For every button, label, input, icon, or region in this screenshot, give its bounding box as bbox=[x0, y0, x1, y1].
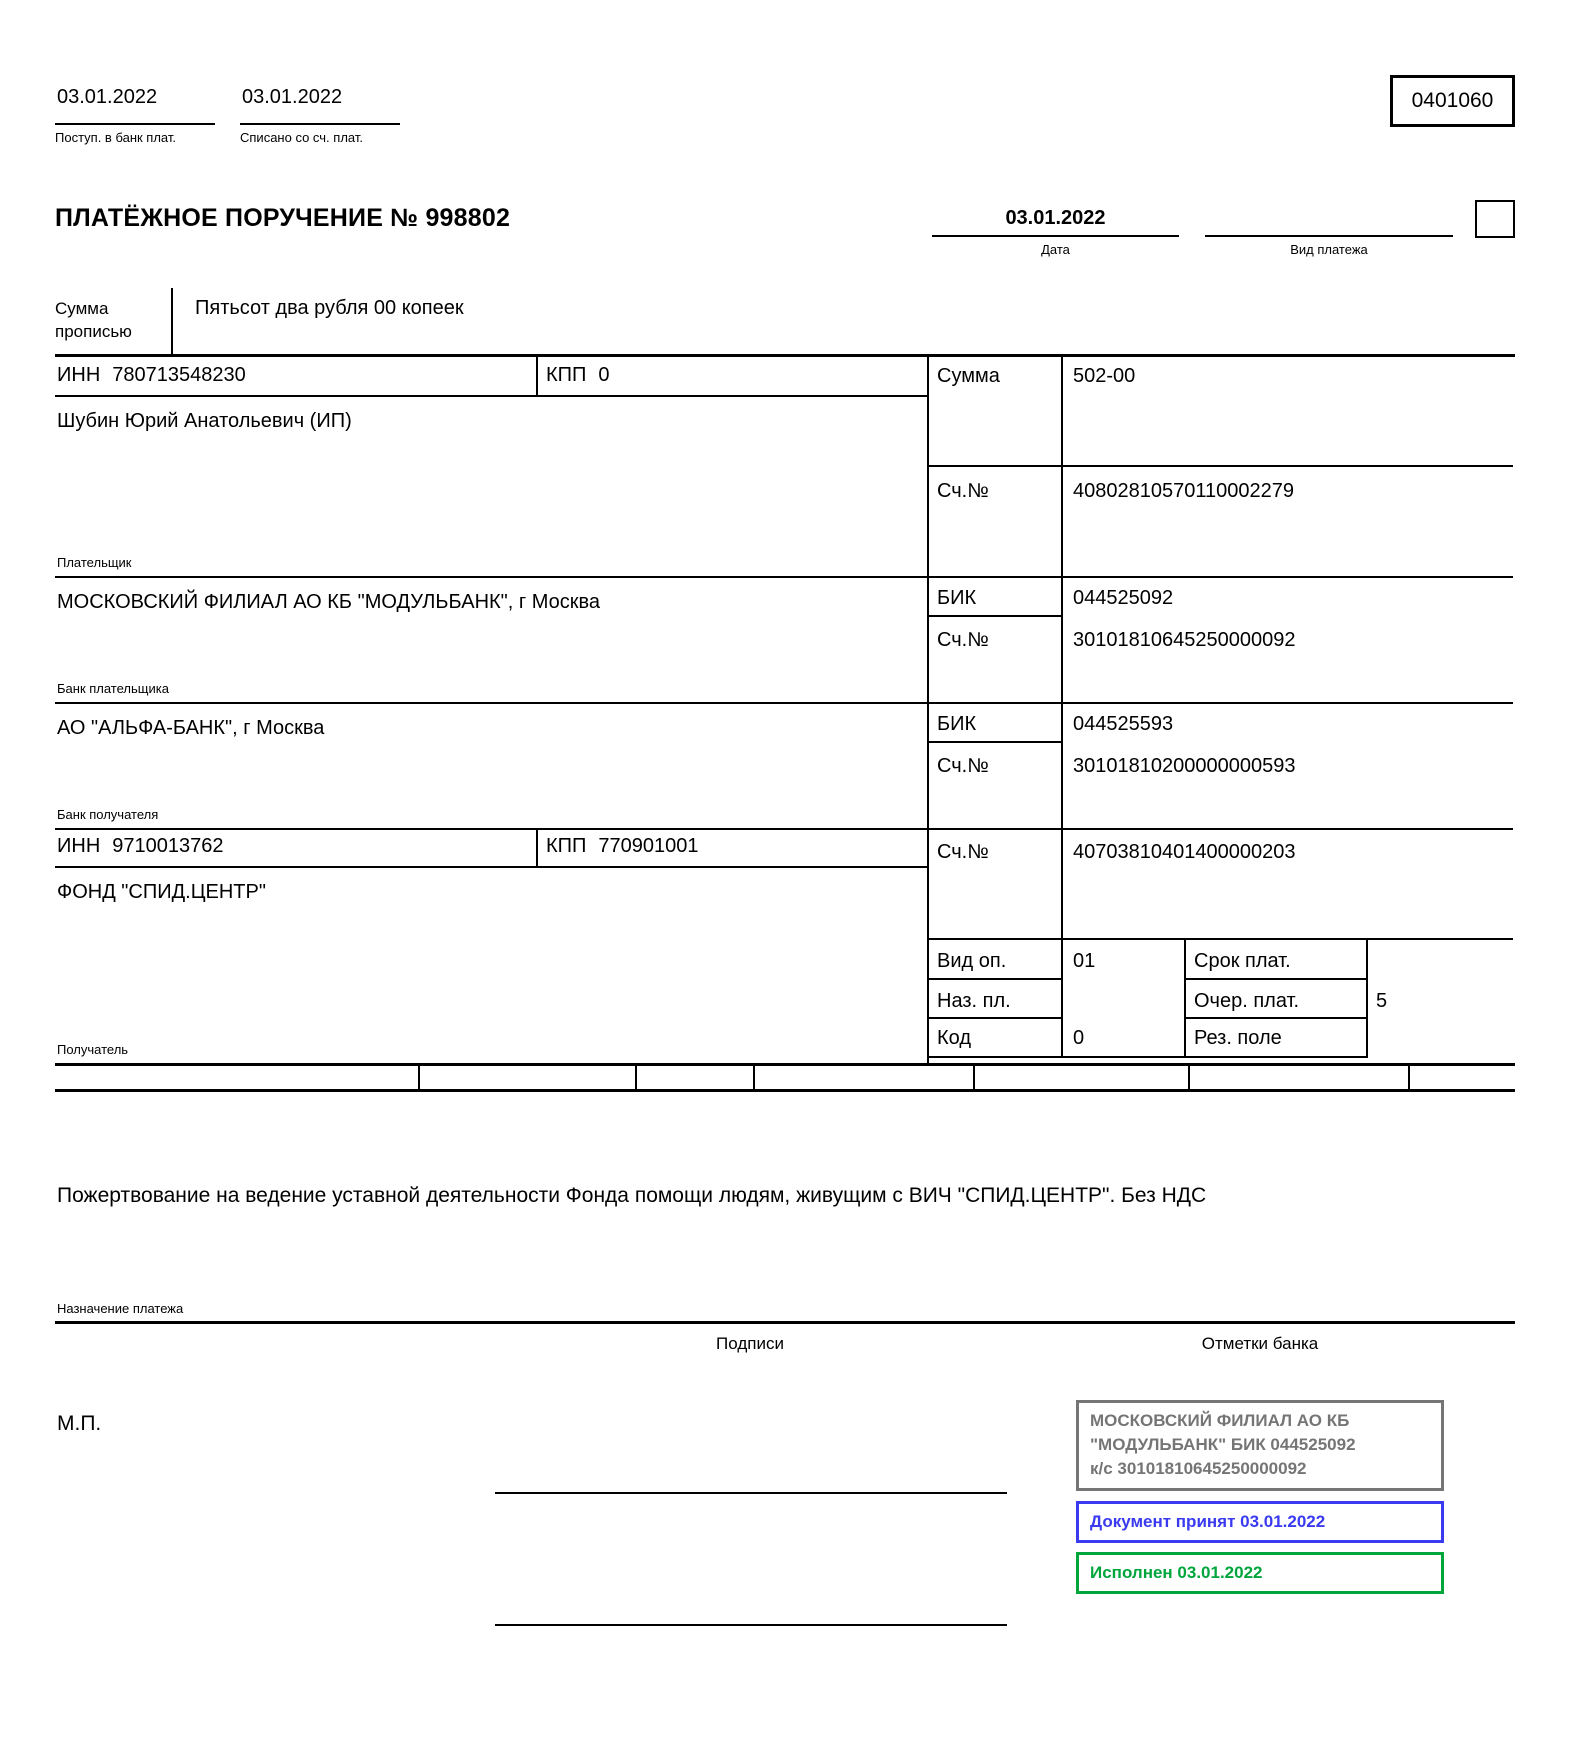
op-type-label: Вид оп. bbox=[929, 940, 1063, 980]
field-cell bbox=[55, 1066, 420, 1089]
table-body bbox=[55, 357, 1515, 1063]
payer-bank-account-label: Сч.№ bbox=[937, 629, 989, 651]
payment-type-value bbox=[1205, 205, 1453, 237]
page-title: ПЛАТЁЖНОЕ ПОРУЧЕНИЕ № 998802 bbox=[55, 204, 511, 232]
footer-section bbox=[55, 1324, 1515, 1740]
bank-stamp-line: "МОДУЛЬБАНК" БИК 044525092 bbox=[1090, 1435, 1356, 1454]
payer-bank-bik-label: БИК bbox=[929, 578, 1061, 617]
field-cell bbox=[1410, 1066, 1515, 1089]
amount-words: Пятьсот два рубля 00 копеек bbox=[195, 297, 464, 319]
op-term-value bbox=[1368, 940, 1513, 980]
accepted-stamp: Документ принят 03.01.2022 bbox=[1076, 1501, 1444, 1543]
debited-date-label: Списано со сч. плат. bbox=[240, 130, 363, 145]
payment-type-checkbox bbox=[1475, 200, 1515, 238]
debited-date-block bbox=[240, 86, 400, 146]
payer-bank-labels bbox=[929, 578, 1063, 702]
received-date-block bbox=[55, 86, 215, 146]
field-cell bbox=[637, 1066, 755, 1089]
op-reserve-label: Рез. поле bbox=[1186, 1019, 1368, 1058]
op-term-label: Срок плат. bbox=[1186, 940, 1368, 980]
payee-block bbox=[55, 868, 927, 1063]
payer-bank-account: 30101810645250000092 bbox=[1073, 629, 1296, 651]
payee-kpp: 770901001 bbox=[598, 835, 699, 857]
received-date-label: Поступ. в банк плат. bbox=[55, 130, 177, 145]
title-row bbox=[55, 203, 1515, 288]
payer-bank-values bbox=[1063, 578, 1513, 702]
operation-row-1 bbox=[929, 940, 1513, 980]
payee-account: 40703810401400000203 bbox=[1073, 841, 1296, 863]
payee-bank-requisites bbox=[929, 704, 1513, 830]
payer-account-row bbox=[929, 467, 1513, 578]
form-code: 0401060 bbox=[1411, 89, 1494, 112]
payment-type-block bbox=[1205, 205, 1453, 258]
debited-date: 03.01.2022 bbox=[242, 86, 343, 108]
payer-kpp-cell bbox=[538, 357, 927, 395]
bank-marks-header: Отметки банка bbox=[1201, 1334, 1319, 1353]
table-left-column bbox=[55, 357, 929, 1063]
payee-account-row bbox=[929, 830, 1513, 940]
payee-bank-labels bbox=[929, 704, 1063, 828]
payee-kpp-label: КПП bbox=[546, 835, 587, 857]
payee-inn: 9710013762 bbox=[112, 835, 224, 857]
op-code-label: Код bbox=[929, 1019, 1063, 1058]
payer-inn-label: ИНН bbox=[57, 364, 101, 386]
op-order-value: 5 bbox=[1376, 990, 1388, 1012]
payment-type-label: Вид платежа bbox=[1290, 242, 1368, 257]
doc-date-block bbox=[932, 205, 1179, 258]
payer-inn-row bbox=[55, 357, 927, 397]
payee-inn-label: ИНН bbox=[57, 835, 101, 857]
payer-bank-name: МОСКОВСКИЙ ФИЛИАЛ АО КБ "МОДУЛЬБАНК", г Москва bbox=[57, 591, 601, 613]
payee-bank-block bbox=[55, 704, 927, 830]
doc-date: 03.01.2022 bbox=[932, 205, 1179, 237]
extra-fields-row bbox=[55, 1063, 1515, 1092]
op-code-value: 0 bbox=[1063, 1019, 1186, 1058]
amount-value: 502-00 bbox=[1073, 365, 1136, 387]
operation-row-3 bbox=[929, 1019, 1513, 1058]
payer-bank-bik: 044525092 bbox=[1073, 587, 1174, 609]
payee-inn-row bbox=[55, 830, 927, 868]
payee-bank-section-label: Банк получателя bbox=[57, 807, 159, 822]
received-date: 03.01.2022 bbox=[57, 86, 158, 108]
signatures-header: Подписи bbox=[716, 1334, 784, 1353]
payee-bank-account-label: Сч.№ bbox=[937, 755, 989, 777]
field-cell bbox=[420, 1066, 637, 1089]
payee-bank-account: 30101810200000000593 bbox=[1073, 755, 1296, 777]
payee-bank-bik-label: БИК bbox=[929, 704, 1061, 743]
op-purpose-code-label: Наз. пл. bbox=[929, 980, 1063, 1019]
payee-account-label: Сч.№ bbox=[929, 830, 1063, 938]
form-code-box bbox=[1390, 75, 1515, 127]
payee-bank-name: АО "АЛЬФА-БАНК", г Москва bbox=[57, 717, 325, 739]
doc-date-label: Дата bbox=[1041, 242, 1070, 257]
payee-inn-cell bbox=[55, 830, 538, 866]
amount-label: Сумма bbox=[929, 357, 1063, 465]
payee-name: ФОНД "СПИД.ЦЕНТР" bbox=[57, 881, 266, 903]
field-cell bbox=[1190, 1066, 1410, 1089]
op-order-label: Очер. плат. bbox=[1186, 980, 1368, 1019]
bank-stamp-line: к/с 30101810645250000092 bbox=[1090, 1459, 1307, 1478]
op-type-value: 01 bbox=[1063, 940, 1186, 980]
bank-dates bbox=[55, 86, 1515, 146]
purpose-text: Пожертвование на ведение уставной деятельности Фонда помощи людям, живущим с ВИЧ "СПИД.ЦЕНТР". Без НДС bbox=[57, 1184, 1207, 1207]
payer-section-label: Плательщик bbox=[57, 555, 132, 570]
payer-inn: 780713548230 bbox=[112, 364, 246, 386]
payer-block bbox=[55, 397, 927, 578]
amount-words-row bbox=[55, 288, 1515, 357]
field-cell bbox=[755, 1066, 975, 1089]
payer-account: 40802810570110002279 bbox=[1073, 480, 1294, 502]
amount-words-label: Сумма прописью bbox=[55, 288, 173, 354]
executed-stamp: Исполнен 03.01.2022 bbox=[1076, 1552, 1444, 1594]
signature-line bbox=[495, 1492, 1007, 1494]
payee-bank-values bbox=[1063, 704, 1513, 828]
payer-account-label: Сч.№ bbox=[929, 467, 1063, 576]
payer-inn-cell bbox=[55, 357, 538, 395]
payee-kpp-cell bbox=[538, 830, 927, 866]
signature-line bbox=[495, 1624, 1007, 1626]
bank-stamp-line: МОСКОВСКИЙ ФИЛИАЛ АО КБ bbox=[1090, 1411, 1350, 1430]
operation-grid bbox=[929, 940, 1513, 1058]
payer-name: Шубин Юрий Анатольевич (ИП) bbox=[57, 410, 352, 432]
payee-bank-bik: 044525593 bbox=[1073, 713, 1174, 735]
payee-section-label: Получатель bbox=[57, 1042, 129, 1057]
right-column-spacer bbox=[929, 1058, 1513, 1063]
payer-bank-block bbox=[55, 578, 927, 704]
payer-bank-section-label: Банк плательщика bbox=[57, 681, 169, 696]
seal-label: М.П. bbox=[57, 1412, 102, 1435]
field-cell bbox=[975, 1066, 1190, 1089]
purpose-section-label: Назначение платежа bbox=[57, 1301, 184, 1316]
payer-kpp: 0 bbox=[598, 364, 610, 386]
op-purpose-code-value bbox=[1063, 980, 1186, 1019]
purpose-section bbox=[55, 1092, 1515, 1324]
bank-stamp bbox=[1076, 1400, 1444, 1491]
payer-bank-requisites bbox=[929, 578, 1513, 704]
table-right-column bbox=[929, 357, 1513, 1063]
amount-row bbox=[929, 357, 1513, 467]
payer-kpp-label: КПП bbox=[546, 364, 587, 386]
operation-row-2 bbox=[929, 980, 1513, 1019]
op-reserve-value bbox=[1368, 1019, 1513, 1058]
bank-stamps bbox=[1076, 1400, 1444, 1594]
